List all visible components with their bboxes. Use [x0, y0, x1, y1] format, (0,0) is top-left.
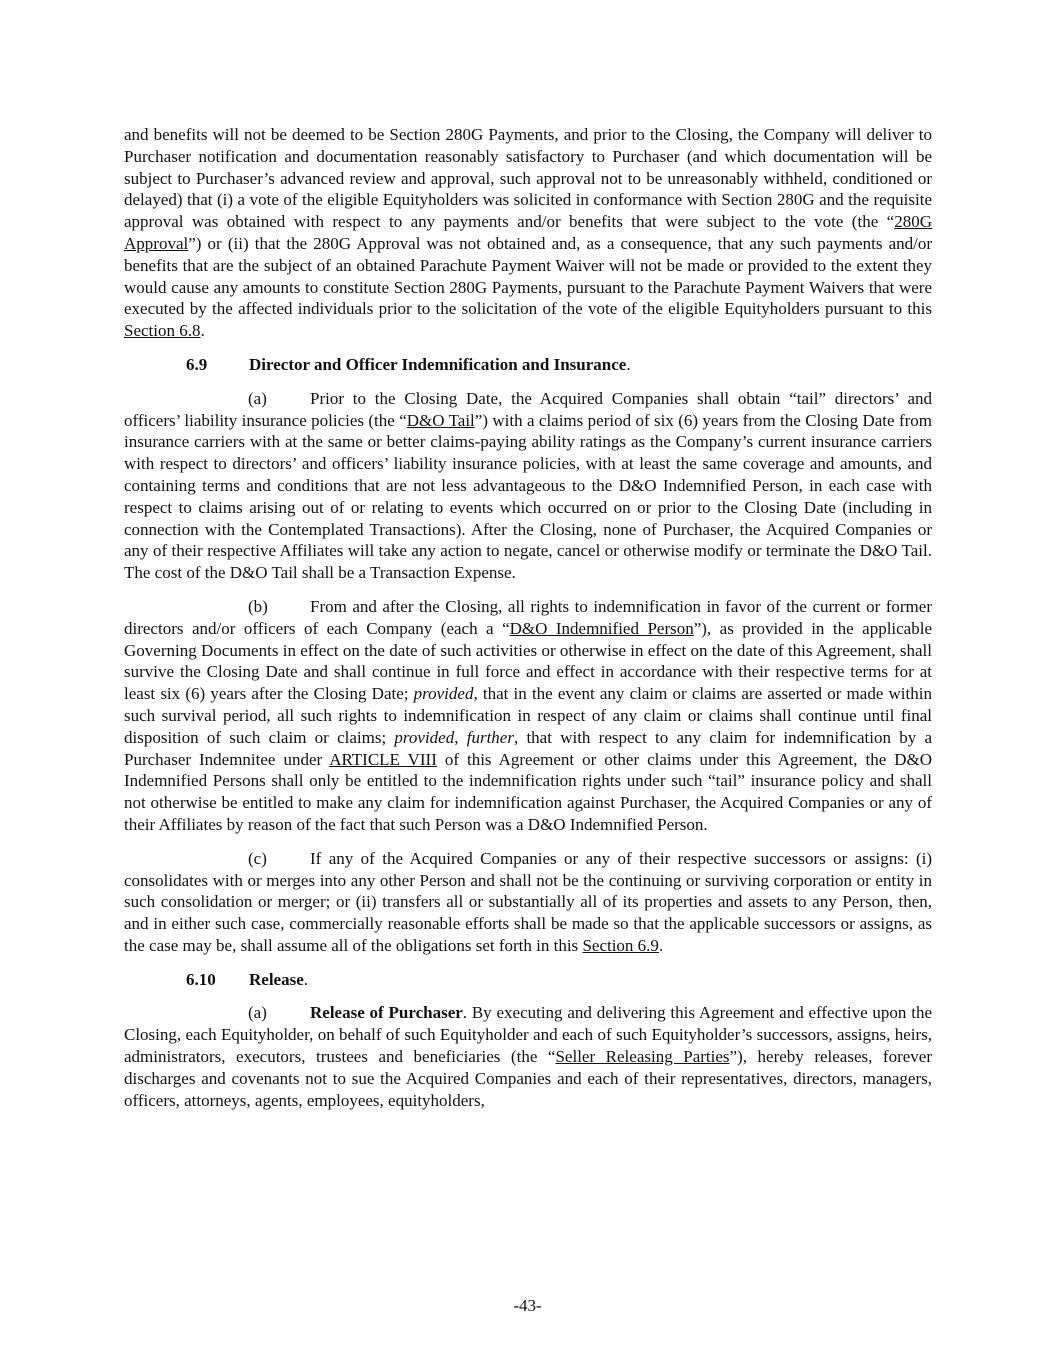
- section-title: Director and Officer Indemnification and Insurance: [249, 354, 627, 374]
- paragraph-label: (b): [248, 596, 268, 616]
- subsection-title: Release of Purchaser: [310, 1003, 463, 1023]
- section-number: 6.10: [186, 969, 216, 989]
- paragraph-6-10-a: (a) Release of Purchaser. By executing and delivering this Agreement and effective upon the Closing, each Equityholder, on behalf of such Equityholder and each of such Equityholder’s successors, assigns, heirs, administrators, executors, trustees and beneficiaries (the “Seller Releasing Parties”), hereby releases, forever discharges and covenants not to sue the Acquired Companies and each of their representatives, directors, managers, officers, attorneys, agents, employees, equityholders,: [124, 1003, 932, 1110]
- paragraph-label: (a): [248, 1003, 267, 1023]
- defined-term-do-tail: D&O Tail: [406, 410, 475, 430]
- paragraph-6-9-a: (a) Prior to the Closing Date, the Acquired Companies shall obtain “tail” directors’ and officers’ liability insurance policies (the “D&O Tail”) with a claims period of six (6) years from the Closing Date from insurance carriers with at the same or better claims-paying ability ratings as the Company’s current insurance carriers with respect to directors’ and officers’ liability insurance policies, with at least the same coverage and amounts, and containing terms and conditions that are not less advantageous to the D&O Indemnified Person, in each case with respect to claims arising out of or relating to events which occurred on or prior to the Closing Date (including in connection with the Contemplated Transactions). After the Closing, none of Purchaser, the Acquired Companies or any of their respective Affiliates will take any action to negate, cancel or otherwise modify or terminate the D&O Tail. The cost of the D&O Tail shall be a Transaction Expense.: [124, 388, 932, 583]
- section-title: Release: [249, 969, 304, 989]
- paragraph-label: (a): [248, 388, 267, 408]
- page-number: -43-: [513, 1296, 542, 1315]
- section-heading-6-9: 6.9 Director and Officer Indemnification and Insurance.: [186, 354, 631, 374]
- paragraph-6-9-c: (c) If any of the Acquired Companies or any of their respective successors or assigns: (i) consolidates with or merges into any other Person and shall not be the continuing or surviving corporation or entity in such consolidation or merger; or (ii) transfers all or substantially all of its properties and assets to any Person, then, and in either such case, commercially reasonable efforts shall be made so that the applicable successors or assigns, as the case may be, shall assume all of the obligations set forth in this Section 6.9.: [124, 848, 932, 955]
- section-heading-6-10: 6.10 Release.: [186, 969, 309, 989]
- defined-term-seller-releasing-parties: Seller Releasing Parties: [555, 1047, 730, 1067]
- cross-reference-section-6-9[interactable]: Section 6.9: [582, 935, 659, 955]
- document-page: [124, 124, 932, 1111]
- section-number: 6.9: [186, 354, 208, 374]
- paragraph-6-9-b: (b) From and after the Closing, all rights to indemnification in favor of the current or former directors and/or officers of each Company (each a “D&O Indemnified Person”), as provided in the applicable Governing Documents in effect on the date of such activities or otherwise in effect on the date of this Agreement, shall survive the Closing Date and shall continue in full force and effect in accordance with their respective terms for at least six (6) years after the Closing Date; provided, that in the event any claim or claims are asserted or made within such survival period, all such rights to indemnification in respect of any claim or claims shall continue until final disposition of such claim or claims; provided, further, that with respect to any claim for indemnification by a Purchaser Indemnitee under ARTICLE VIII of this Agreement or other claims under this Agreement, the D&O Indemnified Persons shall only be entitled to the indemnification rights under such “tail” insurance policy and shall not otherwise be entitled to make any claim for indemnification against Purchaser, the Acquired Companies or any of their Affiliates by reason of the fact that such Person was a D&O Indemnified Person.: [124, 596, 933, 834]
- cross-reference-article-viii[interactable]: ARTICLE VIII: [329, 749, 437, 769]
- defined-term-do-indemnified-person: D&O Indemnified Person: [509, 618, 694, 638]
- paragraph-label: (c): [248, 848, 267, 868]
- cross-reference-section-6-8[interactable]: Section 6.8: [124, 321, 201, 341]
- paragraph-280g-continued: and benefits will not be deemed to be Section 280G Payments, and prior to the Closing, the Company will deliver to Purchaser notification and documentation reasonably satisfactory to Purchaser (and which documentation will be subject to Purchaser’s advanced review and approval, such approval not to be unreasonably withheld, conditioned or delayed) that (i) a vote of the eligible Equityholders was solicited in conformance with Section 280G and the requisite approval was obtained with respect to any payments and/or benefits that were subject to the vote (the “280G Approval”) or (ii) that the 280G Approval was not obtained and, as a consequence, that any such payments and/or benefits that are the subject of an obtained Parachute Payment Waiver will not be made or provided to the extent they would cause any amounts to constitute Section 280G Payments, pursuant to the Parachute Payment Waivers that were executed by the affected individuals prior to the solicitation of the vote of the eligible Equityholders pursuant to this Section 6.8.: [124, 125, 932, 341]
- defined-term-280g-approval: 280G Approval: [124, 212, 932, 253]
